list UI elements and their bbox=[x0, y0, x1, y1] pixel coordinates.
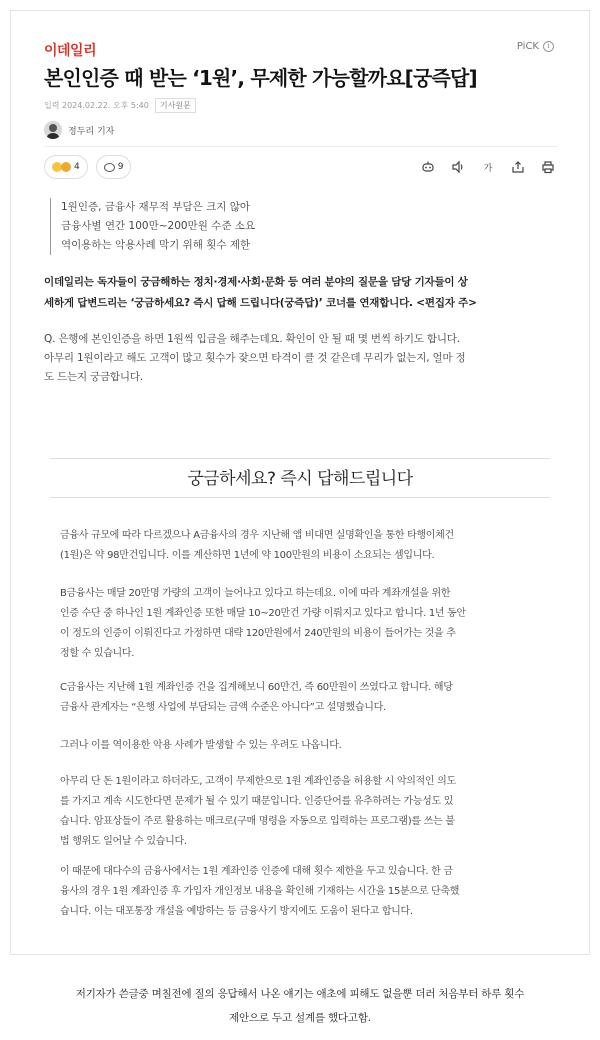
question-paragraph bbox=[44, 330, 560, 387]
body-line: B금융사는 매달 20만명 가량의 고객이 늘어나고 있다고 하는데요. 이에 따라 계좌개설을 위한 bbox=[60, 588, 451, 599]
reaction-bar bbox=[44, 155, 131, 179]
body-line: 정할 수 있습니다. bbox=[60, 648, 135, 659]
site-logo[interactable]: 이데일리 bbox=[44, 43, 97, 59]
body-paragraph bbox=[60, 584, 550, 664]
summary-robot-icon[interactable] bbox=[420, 159, 436, 175]
divider bbox=[44, 146, 558, 147]
caption-line: 제안으로 두고 설계를 했다고함. bbox=[229, 1012, 371, 1024]
body-line: (1원)은 약 98만건입니다. 이를 계산하면 1년에 약 100만원의 비용이 소요되는 셈입니다. bbox=[60, 550, 435, 561]
original-article-badge[interactable]: 기사원문 bbox=[155, 98, 196, 113]
share-icon[interactable] bbox=[510, 159, 526, 175]
summary-line: 역이용하는 악용사례 막기 위해 횟수 제한 bbox=[61, 239, 251, 251]
body-line: C금융사는 지난해 1원 계좌인증 건을 집계해보니 60만건, 즉 60만원이 쓰였다고 합니다. 해당 bbox=[60, 682, 453, 693]
body-line: 금융사 관계자는 “은행 사업에 부담되는 금액 수준은 아니다”고 설명했습니다. bbox=[60, 702, 386, 713]
font-size-icon[interactable] bbox=[480, 159, 496, 175]
article-title: 본인인증 때 받는 ‘1원’, 무제한 가능할까요[궁즉답] bbox=[44, 66, 477, 90]
question-line: 도 드는지 궁금합니다. bbox=[44, 371, 143, 383]
pick-text: PiCK bbox=[516, 41, 539, 52]
header bbox=[44, 40, 554, 58]
body-paragraph bbox=[60, 862, 550, 922]
body-paragraph bbox=[60, 736, 550, 756]
summary-line: 금융사별 연간 100만~200만원 수준 소요 bbox=[61, 220, 256, 232]
summary-line: 1원인증, 금융사 재무적 부담은 크지 않아 bbox=[61, 201, 250, 213]
article-tools bbox=[420, 159, 556, 175]
avatar bbox=[44, 121, 62, 139]
audio-icon[interactable] bbox=[450, 159, 466, 175]
article-summary bbox=[50, 198, 255, 255]
info-icon[interactable]: i bbox=[543, 41, 554, 52]
body-line: 금융사 규모에 따라 다르겠으나 A금융사의 경우 지난해 앱 비대면 실명확인을 통한 타행이체건 bbox=[60, 530, 454, 541]
comment-button[interactable] bbox=[96, 155, 132, 179]
body-paragraph bbox=[60, 526, 550, 566]
caption-line: 저기자가 쓴글중 며칠전에 질의 응답해서 나온 얘기는 애초에 피해도 없을뿐 더러 처음부터 하루 횟수 bbox=[75, 988, 525, 1000]
body-line: 인증 수단 중 하나인 1원 계좌인증 또한 매달 10~20만건 가량 이뤄지고 있다고 합니다. 1년 동안 bbox=[60, 608, 466, 619]
reaction-count: 4 bbox=[74, 162, 80, 172]
body-line: 습니다. 이는 대포통장 개설을 예방하는 등 금융사기 방지에도 도움이 된다고 합니다. bbox=[60, 906, 413, 917]
print-icon[interactable] bbox=[540, 159, 556, 175]
pick-label[interactable] bbox=[517, 41, 554, 52]
body-line: 아무리 단 돈 1원이라고 하더라도, 고객이 무제한으로 1원 계좌인증을 허용할 시 악의적인 의도 bbox=[60, 776, 456, 787]
body-line: 융사의 경우 1원 계좌인증 후 가입자 개인정보 내용을 확인해 기재하는 시간을 15분으로 단축했 bbox=[60, 886, 460, 897]
body-line: 습니다. 암표상들이 주로 활용하는 매크로(구매 명령을 자동으로 입력하는 프로그램)를 쓰는 불 bbox=[60, 816, 455, 827]
body-line: 를 가지고 계속 시도한다면 문제가 될 수 있기 때문입니다. 인증단어를 유추하려는 가능성도 있 bbox=[60, 796, 454, 807]
editor-note-line: 이데일리는 독자들이 궁금해하는 정치·경제·사회·문화 등 여러 분야의 질문을 담당 기자들이 상 bbox=[44, 276, 468, 288]
publish-date: 입력 2024.02.22. 오후 5:40 bbox=[44, 101, 149, 110]
comment-icon bbox=[104, 163, 115, 172]
author[interactable] bbox=[44, 121, 114, 139]
body-paragraph bbox=[60, 678, 550, 718]
reaction-button[interactable] bbox=[44, 155, 88, 179]
emoji-icon bbox=[61, 162, 71, 172]
question-line: 아무리 1원이라고 해도 고객이 많고 횟수가 잦으면 타격이 클 것 같은데 무리가 없는지, 얼마 정 bbox=[44, 352, 466, 364]
body-paragraph bbox=[60, 772, 550, 852]
author-name: 정두리 기자 bbox=[68, 126, 115, 137]
body-line: 이 정도의 인증이 이뤄진다고 가정하면 대략 120만원에서 240만원의 비용이 들어가는 것을 추 bbox=[60, 628, 456, 639]
editor-note-line: 세하게 답변드리는 ‘궁금하세요? 즉시 답해 드립니다(궁즉답)’ 코너를 연재합니다. <편집자 주> bbox=[44, 297, 477, 309]
comment-count: 9 bbox=[117, 162, 124, 172]
body-line: 법 행위도 일어날 수 있습니다. bbox=[60, 836, 187, 847]
article-meta bbox=[44, 98, 196, 113]
editor-note bbox=[44, 272, 560, 314]
body-line: 이 때문에 대다수의 금융사에서는 1원 계좌인증 인증에 대해 횟수 제한을 두고 있습니다. 한 금 bbox=[60, 866, 453, 877]
section-banner: 궁금하세요? 즉시 답해드립니다 bbox=[50, 458, 550, 498]
font-size-label: 가 bbox=[483, 163, 493, 174]
question-line: Q. 은행에 본인인증을 하면 1원씩 입금을 해주는데요. 확인이 안 될 때 몇 번씩 하기도 합니다. bbox=[44, 333, 460, 345]
user-caption bbox=[0, 982, 600, 1030]
body-line: 그러나 이를 역이용한 악용 사례가 발생할 수 있는 우려도 나옵니다. bbox=[60, 740, 342, 751]
